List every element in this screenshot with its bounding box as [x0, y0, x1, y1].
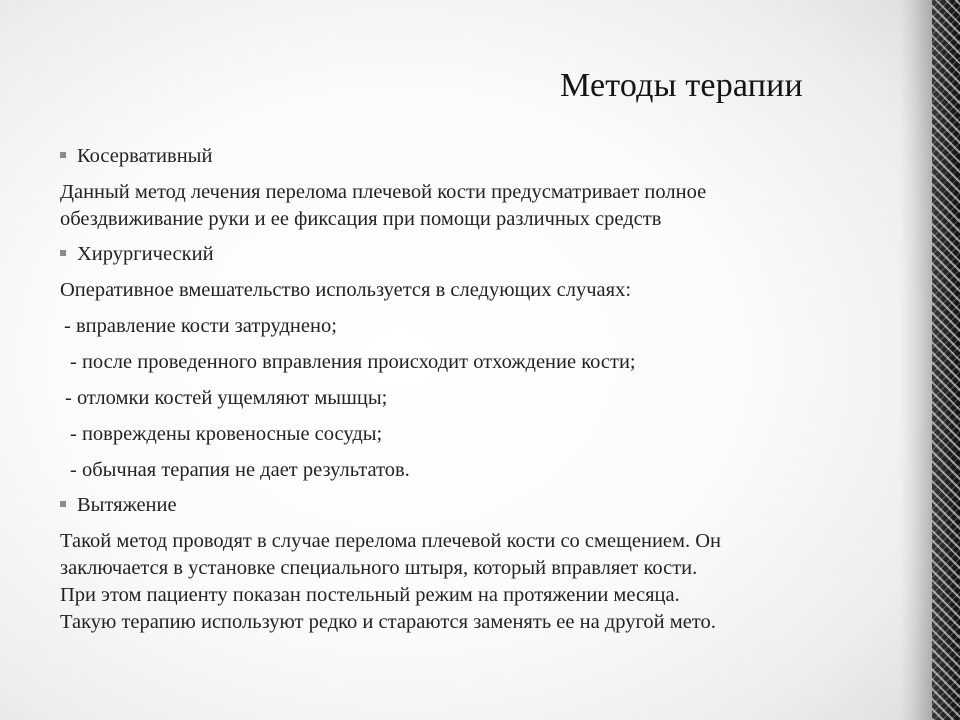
square-bullet-icon	[60, 501, 66, 507]
bullet-conservative	[60, 143, 906, 170]
list-item: - обычная терапия не дает результатов.	[70, 459, 410, 481]
bullet-heading: Косервативный	[77, 145, 213, 167]
list-item: - вправление кости затруднено;	[64, 315, 337, 337]
conservative-description	[60, 179, 906, 233]
text-line: заключается в установке специального штыря, который вправляет кости.	[60, 557, 698, 579]
text-line: Такой метод проводят в случае перелома плечевой кости со смещением. Он	[60, 530, 722, 552]
square-bullet-icon	[60, 152, 66, 158]
bullet-surgical	[60, 241, 906, 268]
square-bullet-icon	[60, 250, 66, 256]
list-item: - отломки костей ущемляют мышцы;	[65, 387, 388, 409]
list-item: - повреждены кровеносные сосуды;	[70, 423, 383, 445]
text-line: Данный метод лечения перелома плечевой кости предусматривает полное	[60, 181, 707, 203]
slide-title: Методы терапии	[560, 67, 803, 104]
list-item: - после проведенного вправления происходит отхождение кости;	[70, 351, 636, 373]
bullet-heading: Вытяжение	[77, 494, 177, 516]
text-line: обездвиживание руки и ее фиксация при помощи различных средств	[60, 208, 662, 230]
bullet-heading: Хирургический	[77, 243, 214, 265]
text-line: При этом пациенту показан постельный режим на протяжении месяца.	[60, 584, 680, 606]
slide-body	[60, 143, 906, 636]
text-line: Такую терапию используют редко и стараются заменять ее на другой мето.	[60, 611, 716, 633]
surgical-intro: Оперативное вмешательство используется в следующих случаях:	[60, 279, 632, 301]
decorative-edge-strip	[932, 0, 960, 720]
bullet-traction	[60, 492, 906, 519]
traction-description	[60, 528, 906, 636]
